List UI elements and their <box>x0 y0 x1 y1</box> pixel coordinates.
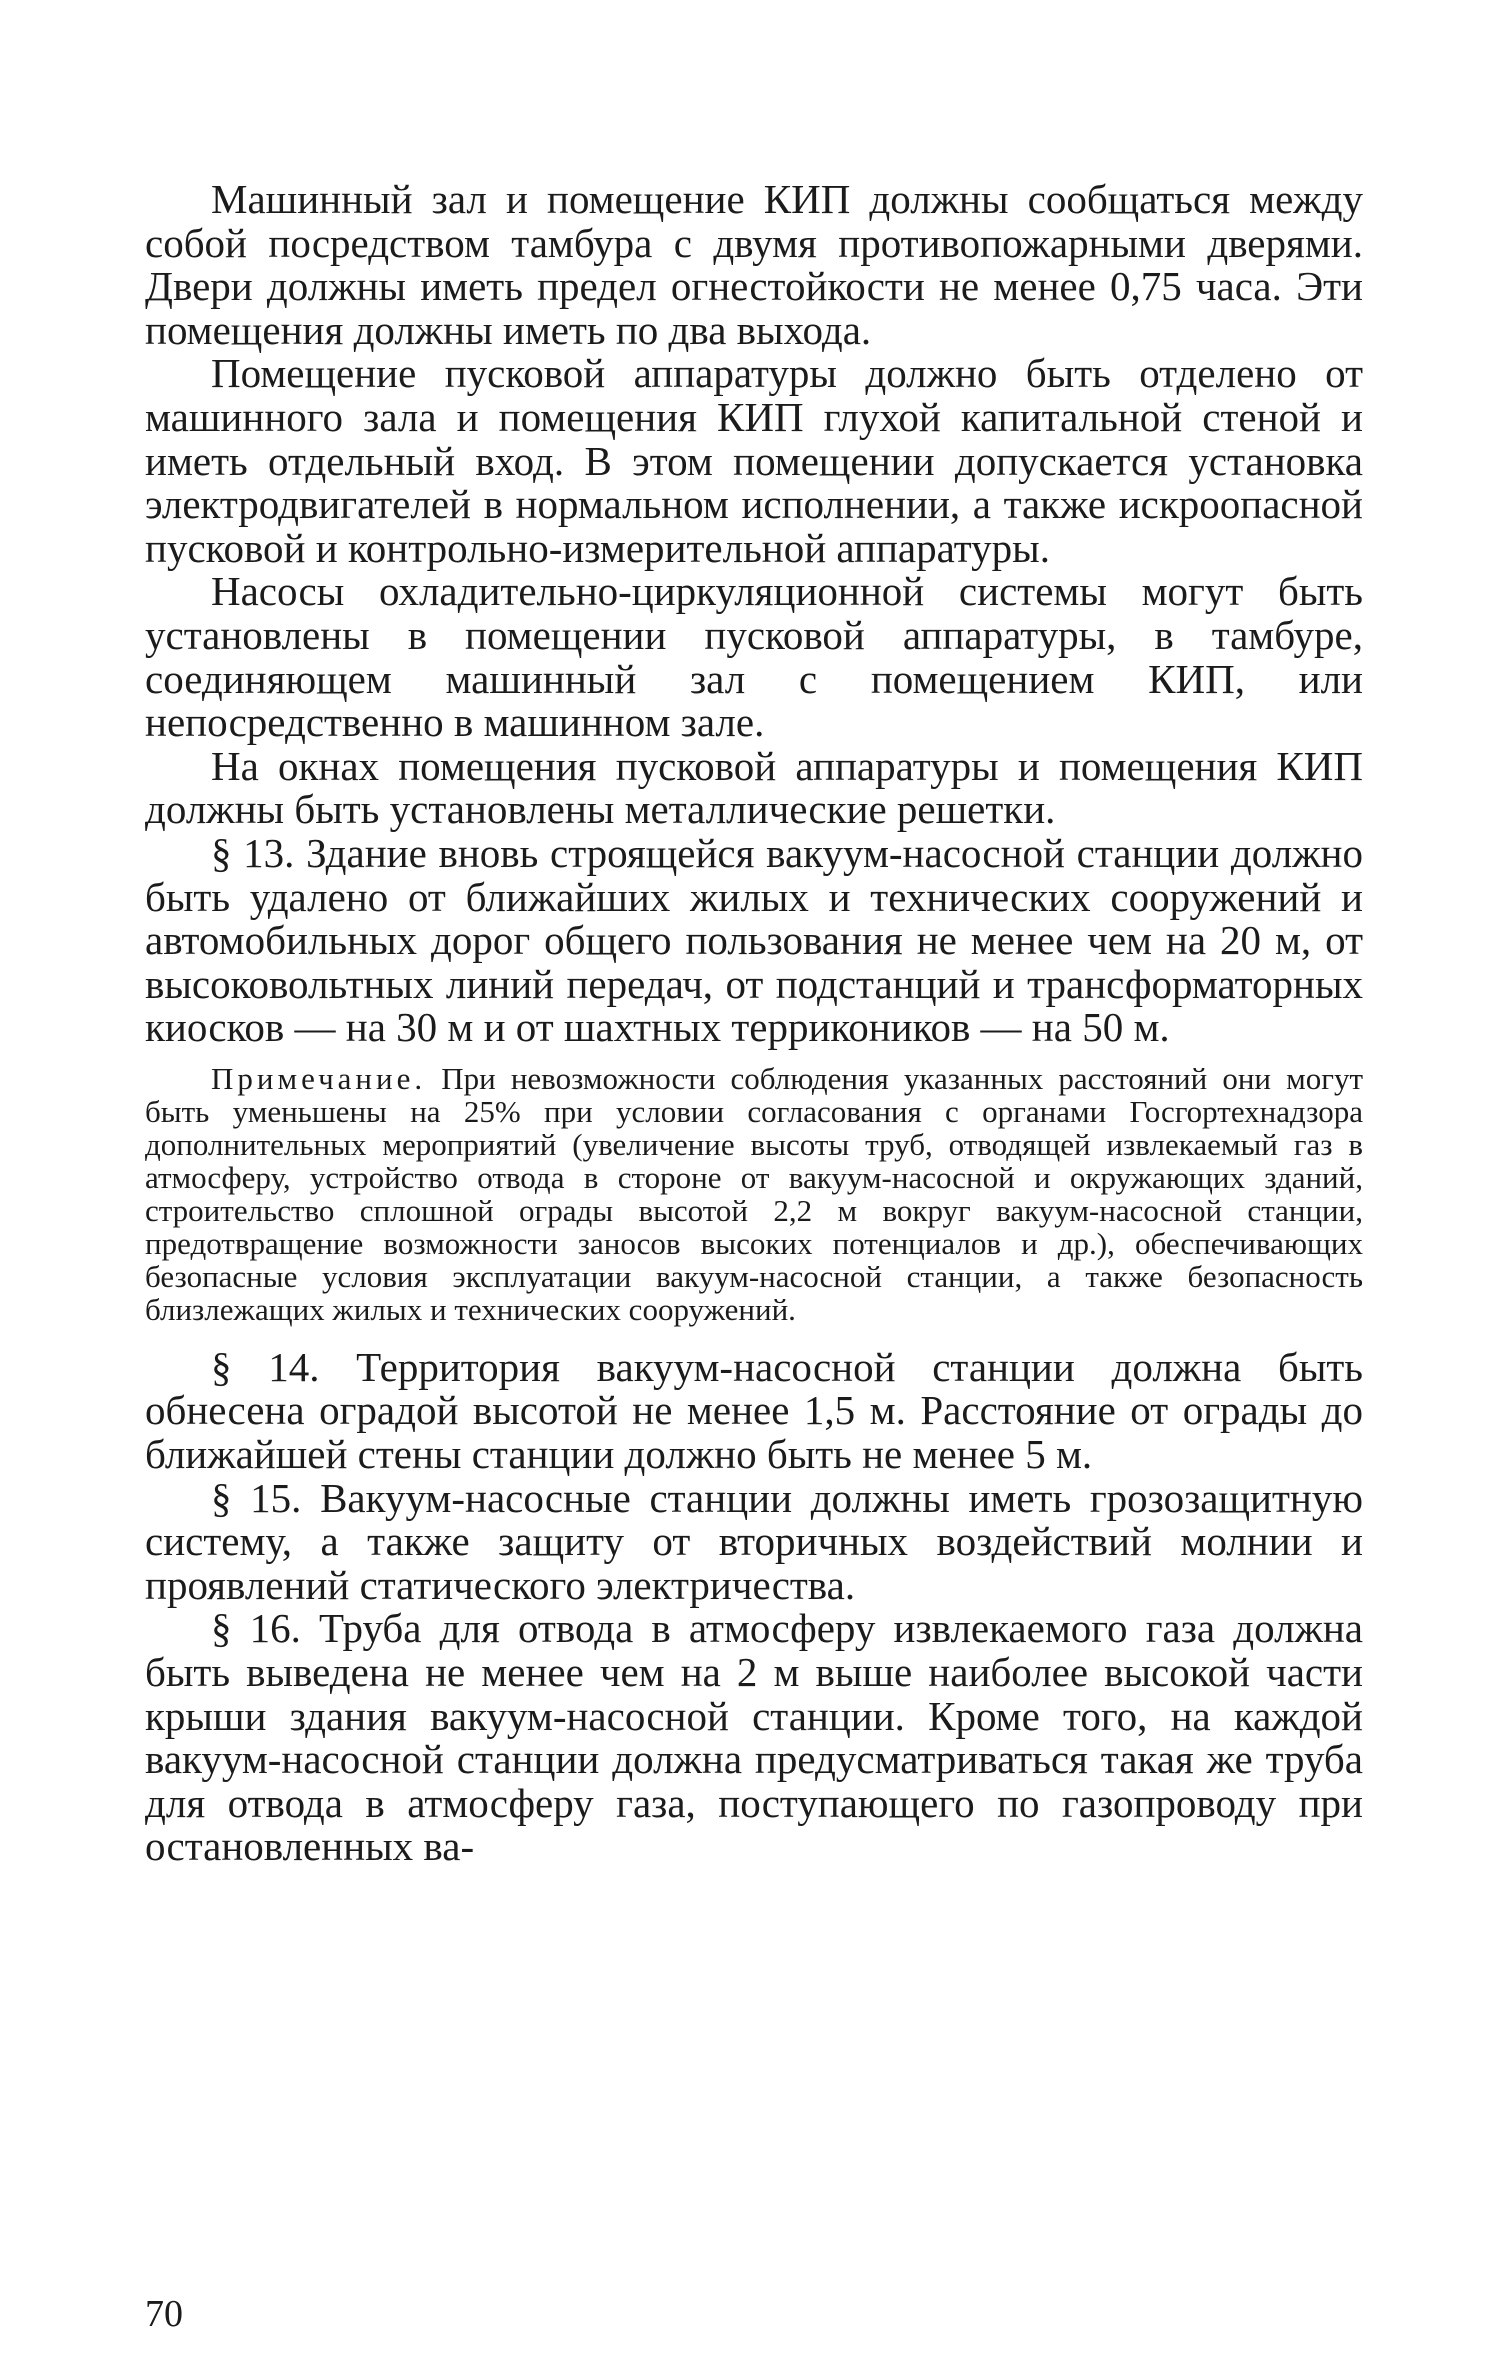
section-14-paragraph: § 14. Территория вакуум-насосной станции должна быть обнесена оградой высотой не менее 1,5 м. Расстояние от ограды до ближайшей стены станции должно быть не менее 5 м. <box>145 1343 1363 1478</box>
note-block <box>145 1062 1363 1326</box>
page-number: 70 <box>145 2293 183 2335</box>
page-text-block <box>145 178 1363 1869</box>
section-13-paragraph: § 13. Здание вновь строящейся вакуум-насосной станции должно быть удалено от ближайших жилых и технических сооружений и автомобильных дорог общего пользования не менее чем на 20 м, от высоковольтных линий передач, от подстанций и трансформаторных киосков — на 30 м и от шахтных террикоников — на 50 м. <box>145 829 1363 1051</box>
paragraph: Помещение пусковой аппаратуры должно быть отделено от машинного зала и помещения КИП глухой капитальной стеной и иметь отдельный вход. В этом помещении допускается установка электродвигателей в нормальном исполнении, а также искроопасной пусковой и контрольно-измерительной аппаратуры. <box>145 350 1363 571</box>
paragraph: На окнах помещения пусковой аппаратуры и помещения КИП должны быть установлены металлические решетки. <box>145 742 1363 833</box>
note-text: При невозможности соблюдения указанных расстояний они могут быть уменьшены на 25% при условии согласования с органами Госгортехнадзора дополнительных мероприятий (увеличение высоты труб, отводящей извлекаемый газ в атмосферу, устройство отвода в стороне от вакуум-насосной и окружающих зданий, строительство сплошной ограды высотой 2,2 м вокруг вакуум-насосной станции, предотвращение возможности заносов высоких потенциалов и др.), обеспечивающих безопасные условия эксплуатации вакуум-насосной станции, а также безопасность близлежащих жилых и технических сооружений. <box>145 1060 1363 1327</box>
section-16-paragraph: § 16. Труба для отвода в атмосферу извлекаемого газа должна быть выведена не менее чем на 2 м выше наиболее высокой части крыши здания вакуум-насосной станции. Кроме того, на каждой вакуум-насосной станции должна предусматриваться такая же труба для отвода в атмосферу газа, поступающего по газопроводу при остановленных ва- <box>145 1605 1363 1870</box>
section-15-paragraph: § 15. Вакуум-насосные станции должны иметь грозозащитную систему, а также защиту от вторичных воздействий молнии и проявлений статического электричества. <box>145 1474 1363 1608</box>
note-label: Примечание. <box>211 1060 427 1096</box>
paragraph: Машинный зал и помещение КИП должны сообщаться между собой посредством тамбура с двумя противопожарными дверями. Двери должны иметь предел огнестойкости не менее 0,75 часа. Эти помещения должны иметь по два выхода. <box>145 176 1363 353</box>
paragraph: Насосы охладительно-циркуляционной системы могут быть установлены в помещении пусковой аппаратуры, в тамбуре, соединяющем машинный зал с помещением КИП, или непосредственно в машинном зале. <box>145 568 1363 746</box>
